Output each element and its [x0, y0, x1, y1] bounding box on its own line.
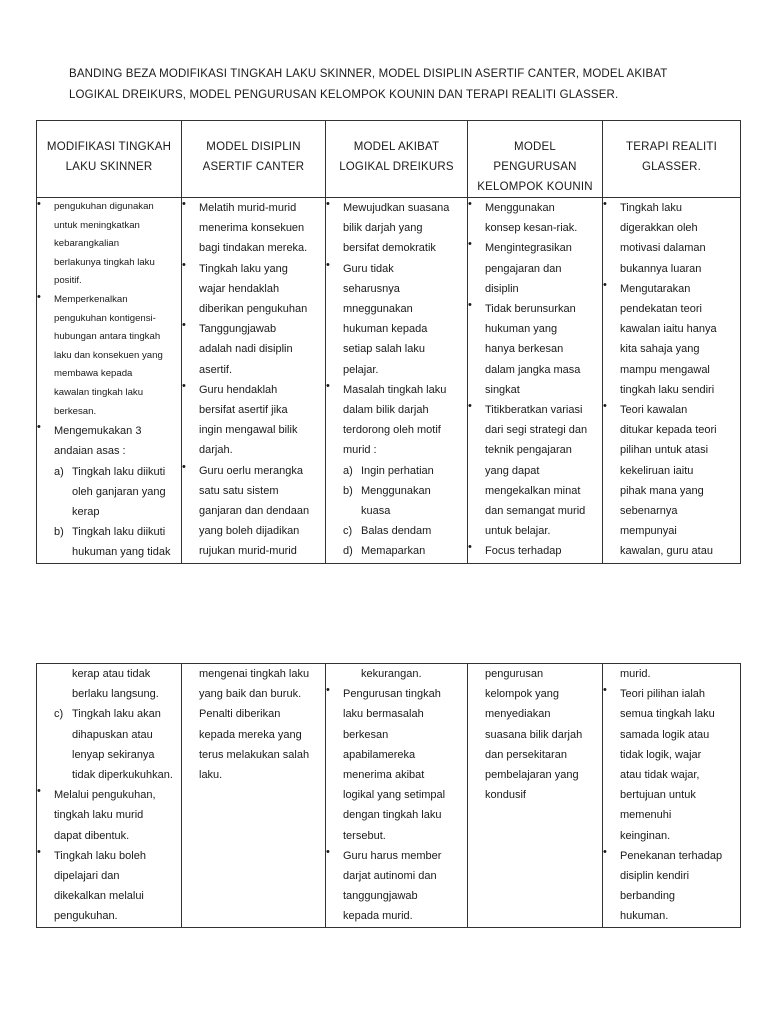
text-line: hanya berkesan: [485, 343, 564, 356]
header-skinner: [37, 121, 182, 198]
cell-canter: [182, 198, 326, 564]
text-line: dalam bilik darjah: [343, 404, 429, 417]
list-item: [37, 846, 181, 927]
cell-kounin: [468, 198, 603, 564]
cell-dreikurs-cont: [326, 664, 468, 928]
cell-skinner: [37, 198, 182, 564]
header-text: KELOMPOK KOUNIN: [477, 181, 593, 193]
text-line: kepada mereka yang: [199, 728, 302, 741]
sub-item: [343, 461, 467, 481]
text-line: dikekalkan melalui: [54, 890, 144, 903]
text-line: mneggunakan: [343, 303, 413, 316]
text-line: dipelajari dan: [54, 870, 120, 883]
text-line: kekeliruan iaitu: [620, 464, 694, 477]
text-line: semua tingkah laku: [620, 708, 715, 721]
text-line: • Guru hendaklah: [199, 383, 278, 396]
text-line: • Teori pilihan ialah: [620, 688, 705, 701]
text-line: bilik darjah yang: [343, 222, 423, 235]
sub-item: [343, 541, 467, 561]
list-item: [326, 259, 467, 380]
list-item: [468, 541, 602, 561]
text-line: satu satu sistem: [199, 484, 279, 497]
text-line: untuk meningkatkan: [54, 219, 140, 231]
text-line: bersifat asertif jika: [199, 404, 288, 417]
text-line: Tingkah laku akan: [72, 708, 161, 721]
text-line: pengurusan: [485, 668, 544, 680]
text-line: • Penekanan terhadap: [620, 849, 723, 862]
text-line: berkesan.: [54, 405, 97, 417]
text-line: • Tingkah laku boleh: [54, 849, 146, 862]
header-dreikurs: [326, 121, 468, 198]
text-line: logikal yang setimpal: [343, 789, 446, 802]
comparison-table-part-1: [36, 120, 741, 564]
text-line: tidak diperkukuhkan.: [72, 769, 173, 782]
text-line: hukuman yang tidak: [72, 546, 171, 559]
list-item: [468, 198, 602, 238]
text-line: berlakunya tingkah laku: [54, 256, 155, 268]
text-line: kawalan, guru atau: [620, 545, 713, 558]
sub-item: [54, 765, 181, 785]
sub-item: [54, 462, 181, 482]
text-line: berkesan: [343, 728, 389, 741]
list-item: [37, 198, 181, 291]
text-line: • Mengintegrasikan: [485, 242, 572, 255]
content-row: [37, 664, 741, 928]
text-line: membawa kepada: [54, 368, 133, 380]
text-line: samada logik atau: [620, 728, 710, 741]
text-line: kelompok yang: [485, 688, 559, 701]
text-line: tingkah laku murid: [54, 809, 144, 822]
text-line: positif.: [54, 275, 82, 287]
text-line: tersebut.: [343, 829, 386, 842]
text-line: asertif.: [199, 363, 233, 376]
text-line: teknik pengajaran: [485, 444, 572, 457]
title-line-1: BANDING BEZA MODIFIKASI TINGKAH LAKU SKINNER, MODEL DISIPLIN ASERTIF CANTER, MODEL AKIBAT: [69, 68, 668, 80]
list-item: [468, 400, 602, 541]
text-line: • Menggunakan: [485, 202, 555, 214]
text-line: seharusnya: [343, 282, 400, 295]
list-item: [603, 664, 740, 684]
list-item: [37, 421, 181, 562]
sub-item: [54, 502, 181, 522]
text-line: ganjaran dan dendaan: [199, 505, 310, 518]
text-line: menyediakan: [485, 708, 551, 721]
text-line: kebarangkalian: [54, 238, 120, 250]
text-line: ditukar kepada teori: [620, 424, 717, 437]
text-line: digerakkan oleh: [620, 222, 698, 235]
header-text: LOGIKAL DREIKURS: [339, 161, 454, 173]
text-line: darjat autinomi dan: [343, 870, 437, 883]
sub-item: [343, 521, 467, 541]
text-line: murid :: [343, 444, 377, 457]
text-line: • Focus terhadap: [485, 545, 562, 558]
text-line: dihapuskan atau: [72, 728, 153, 741]
list-item: [603, 400, 740, 562]
list-item: [37, 291, 181, 421]
text-line: kerap atau tidak: [72, 668, 151, 680]
cell-dreikurs: [326, 198, 468, 564]
text-line: hukuman kepada: [343, 323, 428, 336]
text-line: kepada murid.: [343, 910, 413, 923]
text-line: mengenai tingkah laku: [199, 668, 310, 680]
text-line: berbanding: [620, 890, 676, 903]
text-line: • pengukuhan digunakan: [54, 201, 154, 212]
sub-item: [54, 664, 181, 684]
text-line: wajar hendaklah: [199, 282, 280, 295]
text-line: • Masalah tingkah laku: [343, 383, 447, 396]
text-line: pengukuhan kontigensi-: [54, 312, 156, 324]
text-line: hubungan antara tingkah: [54, 331, 161, 343]
header-kounin: [468, 121, 603, 198]
text-line: pihak mana yang: [620, 484, 704, 497]
list-item: [326, 684, 467, 846]
text-line: mampu mengawal: [620, 363, 710, 376]
text-line: singkat: [485, 383, 520, 396]
text-line: keinginan.: [620, 829, 671, 842]
sub-item: [343, 664, 467, 684]
text-line: andaian asas :: [54, 445, 126, 458]
sub-marker: a): [343, 464, 353, 477]
text-line: untuk belajar.: [485, 525, 551, 538]
list-item: [603, 279, 740, 400]
text-line: darjah.: [199, 444, 233, 457]
sub-marker: c): [343, 525, 353, 538]
text-line: Tingkah laku diikuti: [72, 526, 166, 539]
text-line: disiplin kendiri: [620, 870, 690, 883]
document-title: [69, 64, 709, 106]
title-line-2: LOGIKAL DREIKURS, MODEL PENGURUSAN KELOMPOK KOUNIN DAN TERAPI REALITI GLASSER.: [69, 89, 619, 101]
text-line: • Melatih murid-murid: [199, 202, 297, 214]
text-line: pengajaran dan: [485, 262, 562, 275]
header-text: GLASSER.: [641, 161, 702, 173]
cell-canter-cont: [182, 664, 326, 928]
text-line: kerap: [72, 505, 100, 518]
text-line: • Pengurusan tingkah: [343, 688, 441, 701]
text-line: atau tidak wajar,: [620, 769, 700, 782]
text-line: kondusif: [485, 789, 526, 802]
list-item: [182, 198, 325, 259]
header-text: MODIFIKASI TINGKAH: [46, 141, 172, 153]
text-line: diberikan pengukuhan: [199, 303, 308, 316]
text-line: terus melakukan salah: [199, 748, 310, 761]
sub-marker: c): [54, 708, 64, 721]
list-item: [603, 846, 740, 927]
header-text: MODEL DISIPLIN: [206, 141, 301, 153]
header-text: LAKU SKINNER: [65, 161, 153, 173]
text-line: mengekalkan minat: [485, 484, 581, 497]
text-line: dari segi strategi dan: [485, 424, 588, 437]
sub-item: [54, 684, 181, 704]
text-line: dan persekitaran: [485, 748, 567, 761]
text-line: laku dan konsekuen yang: [54, 349, 163, 361]
text-line: setiap salah laku: [343, 343, 425, 356]
cell-glasser-cont: [603, 664, 741, 928]
sub-marker: a): [54, 465, 64, 478]
text-line: oleh ganjaran yang: [72, 485, 166, 498]
list-item: [37, 664, 181, 785]
text-line: • Mengutarakan: [620, 282, 691, 295]
list-item: [468, 238, 602, 299]
text-line: • Guru oerlu merangka: [199, 464, 303, 477]
text-line: • Mewujudkan suasana: [343, 202, 450, 214]
text-line: • Titikberatkan variasi: [485, 404, 583, 417]
text-line: • Tingkah laku: [620, 202, 682, 214]
text-line: lenyap sekiranya: [72, 748, 155, 761]
text-line: kawalan iaitu hanya: [620, 323, 717, 336]
text-line: pendekatan teori: [620, 303, 702, 316]
text-line: disiplin: [485, 282, 519, 295]
sub-marker: d): [343, 545, 353, 558]
header-row: [37, 121, 741, 198]
list-item: [326, 664, 467, 684]
text-line: • Tidak berunsurkan: [485, 303, 576, 316]
text-line: bagi tindakan mereka.: [199, 242, 308, 255]
text-line: dalam jangka masa: [485, 363, 581, 376]
text-line: Penalti diberikan: [199, 708, 281, 721]
text-line: terdorong oleh motif: [343, 424, 441, 437]
cell-glasser: [603, 198, 741, 564]
text-line: • Memperkenalkan: [54, 293, 128, 305]
list-item: [182, 664, 325, 785]
text-line: pembelajaran yang: [485, 769, 579, 782]
text-line: rujukan murid-murid: [199, 545, 297, 558]
text-line: pilihan untuk atasi: [620, 444, 709, 457]
text-line: berlaku langsung.: [72, 688, 159, 701]
text-line: kita sahaja yang: [620, 343, 700, 356]
text-line: pelajar.: [343, 363, 379, 376]
text-line: adalah nadi disiplin: [199, 343, 293, 356]
text-line: kawalan tingkah laku: [54, 386, 144, 398]
list-item: [182, 259, 325, 320]
list-item: [182, 461, 325, 562]
text-line: bersifat demokratik: [343, 242, 436, 255]
text-line: hukuman.: [620, 910, 669, 923]
text-line: yang baik dan buruk.: [199, 688, 302, 701]
text-line: yang boleh dijadikan: [199, 525, 300, 538]
sub-item: [54, 522, 181, 542]
list-item: [326, 380, 467, 562]
text-line: apabilamereka: [343, 748, 416, 761]
text-line: murid.: [620, 668, 651, 680]
list-item: [326, 198, 467, 259]
text-line: dapat dibentuk.: [54, 829, 130, 842]
text-line: Memaparkan: [361, 545, 426, 558]
text-line: kuasa: [361, 505, 391, 518]
sub-marker: b): [54, 526, 64, 539]
text-line: Ingin perhatian: [361, 464, 434, 477]
text-line: laku.: [199, 769, 223, 782]
sub-marker: b): [343, 484, 353, 497]
header-text: MODEL AKIBAT: [353, 141, 440, 153]
list-item: [468, 664, 602, 805]
cell-skinner-cont: [37, 664, 182, 928]
header-text: ASERTIF CANTER: [202, 161, 305, 173]
sub-item: [54, 725, 181, 745]
text-line: yang dapat: [485, 464, 540, 477]
header-text: PENGURUSAN: [493, 161, 577, 173]
text-line: dan semangat murid: [485, 505, 586, 518]
header-text: MODEL: [514, 141, 556, 153]
text-line: • Guru tidak: [343, 262, 394, 275]
text-line: menerima akibat: [343, 769, 425, 782]
sub-item: [343, 501, 467, 521]
cell-kounin-cont: [468, 664, 603, 928]
text-line: ingin mengawal bilik: [199, 424, 298, 437]
text-line: bukannya luaran: [620, 262, 702, 275]
header-text: TERAPI REALITI: [626, 141, 717, 153]
text-line: Tingkah laku diikuti: [72, 465, 166, 478]
text-line: dengan tingkah laku: [343, 809, 442, 822]
text-line: • Tingkah laku yang: [199, 262, 288, 275]
text-line: kekurangan.: [361, 668, 422, 680]
text-line: tanggungjawab: [343, 890, 418, 903]
sub-item: [54, 745, 181, 765]
header-glasser: [603, 121, 741, 198]
text-line: memenuhi: [620, 809, 672, 822]
text-line: • Mengemukakan 3: [54, 425, 142, 438]
text-line: Balas dendam: [361, 525, 432, 538]
header-canter: [182, 121, 326, 198]
list-item: [182, 319, 325, 380]
text-line: hukuman yang: [485, 323, 558, 336]
text-line: Menggunakan: [361, 484, 431, 497]
text-line: motivasi dalaman: [620, 242, 706, 255]
sub-item: [54, 482, 181, 502]
comparison-table-part-2: [36, 663, 741, 928]
content-row: [37, 198, 741, 564]
text-line: mempunyai: [620, 525, 677, 538]
text-line: tingkah laku sendiri: [620, 383, 715, 396]
list-item: [182, 380, 325, 461]
list-item: [37, 785, 181, 846]
list-item: [326, 846, 467, 927]
list-item: [468, 299, 602, 400]
text-line: sebenarnya: [620, 505, 678, 518]
list-item: [603, 684, 740, 846]
text-line: pengukuhan.: [54, 910, 118, 923]
text-line: • Tanggungjawab: [199, 323, 277, 336]
text-line: menerima konsekuen: [199, 222, 305, 235]
text-line: • Guru harus member: [343, 849, 442, 862]
text-line: suasana bilik darjah: [485, 728, 583, 741]
text-line: konsep kesan-riak.: [485, 222, 578, 235]
text-line: laku bermasalah: [343, 708, 424, 721]
text-line: tidak logik, wajar: [620, 748, 702, 761]
list-item: [603, 198, 740, 279]
sub-item: [343, 481, 467, 501]
text-line: • Melalui pengukuhan,: [54, 789, 156, 802]
text-line: • Teori kawalan: [620, 404, 688, 417]
sub-item: [54, 542, 181, 562]
text-line: bertujuan untuk: [620, 789, 696, 802]
sub-item: [54, 704, 181, 724]
